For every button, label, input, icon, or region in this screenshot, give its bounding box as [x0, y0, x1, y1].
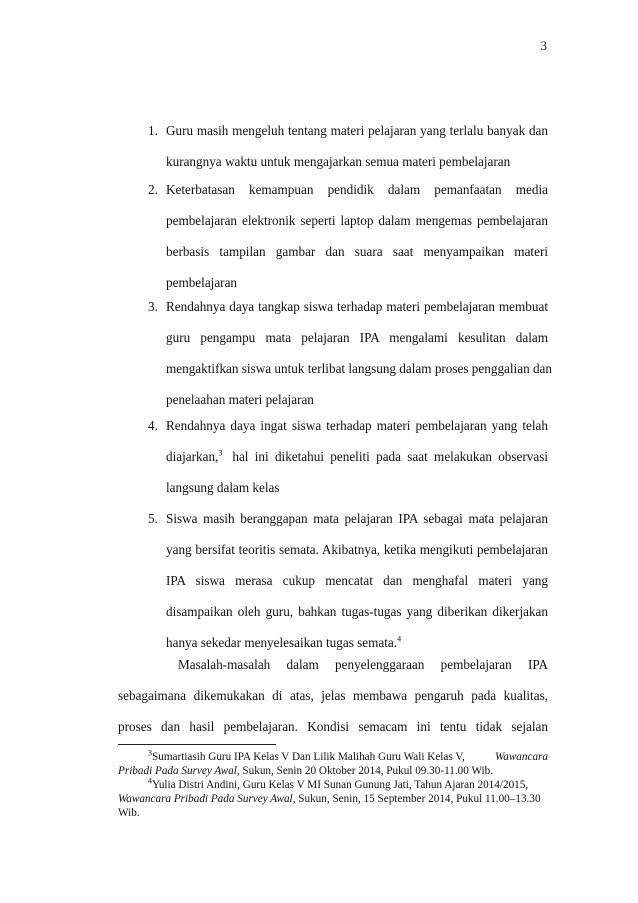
- footnote-mark: 3: [148, 748, 152, 758]
- paragraph-line: proses dan hasil pembelajaran. Kondisi semacam ini tentu tidak sejalan: [118, 719, 548, 734]
- footnote-line: [118, 792, 548, 806]
- paragraph-line: sebagaimana dikemukakan di atas, jelas membawa pengaruh pada kualitas,: [118, 688, 548, 703]
- list-item-line: Rendahnya daya tangkap siswa terhadap materi pembelajaran membuat: [166, 299, 548, 314]
- list-item-line: mengaktifkan siswa untuk terlibat langsung dalam proses penggalian dan: [166, 361, 553, 376]
- list-item-line: [166, 441, 548, 472]
- list-item-line: Siswa masih beranggapan mata pelajaran IPA sebagai mata pelajaran: [166, 511, 548, 526]
- footnote-text: Wawancara Pribadi Pada Survey Awal,: [118, 793, 296, 805]
- list-item-number: 1.: [148, 123, 158, 138]
- footnote-text: Sumartiasih Guru IPA Kelas V Dan Lilik Malihah Guru Wali Kelas V,: [152, 751, 465, 763]
- footnote-mark: 4: [148, 776, 152, 786]
- list-item-text: hanya sekedar menyelesaikan tugas semata.: [166, 635, 398, 650]
- list-item-line: yang bersifat teoritis semata. Akibatnya, ketika mengikuti pembelajaran: [166, 542, 548, 557]
- footnote-text: Yulia Distri Andini, Guru Kelas V MI Sunan Gunung Jati, Tahun Ajaran 2014/2015,: [152, 779, 529, 791]
- footnote-reference: 4: [397, 634, 402, 644]
- footnote-separator: [118, 744, 276, 745]
- list-item-number: 4.: [148, 418, 158, 433]
- footnote-text: Pribadi Pada Survey Awal,: [118, 765, 240, 777]
- list-item-line: Rendahnya daya ingat siswa terhadap materi pembelajaran yang telah: [166, 418, 548, 433]
- footnote-line: [148, 750, 548, 764]
- list-item-line: kurangnya waktu untuk mengajarkan semua materi pembelajaran: [166, 154, 511, 169]
- list-item-text: diajarkan,: [166, 449, 219, 464]
- list-item-line: penelaahan materi pelajaran: [166, 392, 314, 407]
- page-number: 3: [540, 38, 547, 53]
- paragraph-line: Masalah-masalah dalam penyelenggaraan pembelajaran IPA: [178, 657, 548, 672]
- list-item-line: disampaikan oleh guru, bahkan tugas-tugas yang diberikan dikerjakan: [166, 604, 548, 619]
- list-item-line: berbasis tampilan gambar dan suara saat menyampaikan materi: [166, 244, 548, 259]
- footnote-line: [118, 764, 548, 778]
- footnote-text: Sukun, Senin, 15 September 2014, Pukul 11.00–13.30: [298, 793, 541, 805]
- list-item-line: IPA siswa merasa cukup mencatat dan menghafal materi yang: [166, 573, 548, 588]
- list-item-line: langsung dalam kelas: [166, 480, 280, 495]
- footnote-reference: 3: [218, 448, 223, 458]
- list-item-text: hal ini diketahui peneliti pada saat melakukan observasi: [232, 449, 548, 464]
- list-item-line: Guru masih mengeluh tentang materi pelajaran yang terlalu banyak dan: [166, 123, 548, 138]
- list-item-line: pembelajaran: [166, 275, 238, 290]
- list-item-number: 3.: [148, 299, 158, 314]
- list-item-number: 2.: [148, 182, 158, 197]
- footnote-line: [148, 778, 548, 792]
- footnote-text: Wawancara: [494, 751, 548, 763]
- list-item-number: 5.: [148, 511, 158, 526]
- footnote-text: Sukun, Senin 20 Oktober 2014, Pukul 09.30-11.00 Wib.: [242, 765, 494, 777]
- list-item-line: pembelajaran elektronik seperti laptop dalam mengemas pembelajaran: [166, 213, 548, 228]
- list-item-line: Keterbatasan kemampuan pendidik dalam pemanfaatan media: [166, 182, 548, 197]
- list-item-line: guru pengampu mata pelajaran IPA mengalami kesulitan dalam: [166, 330, 548, 345]
- footnote-line: Wib.: [118, 807, 140, 819]
